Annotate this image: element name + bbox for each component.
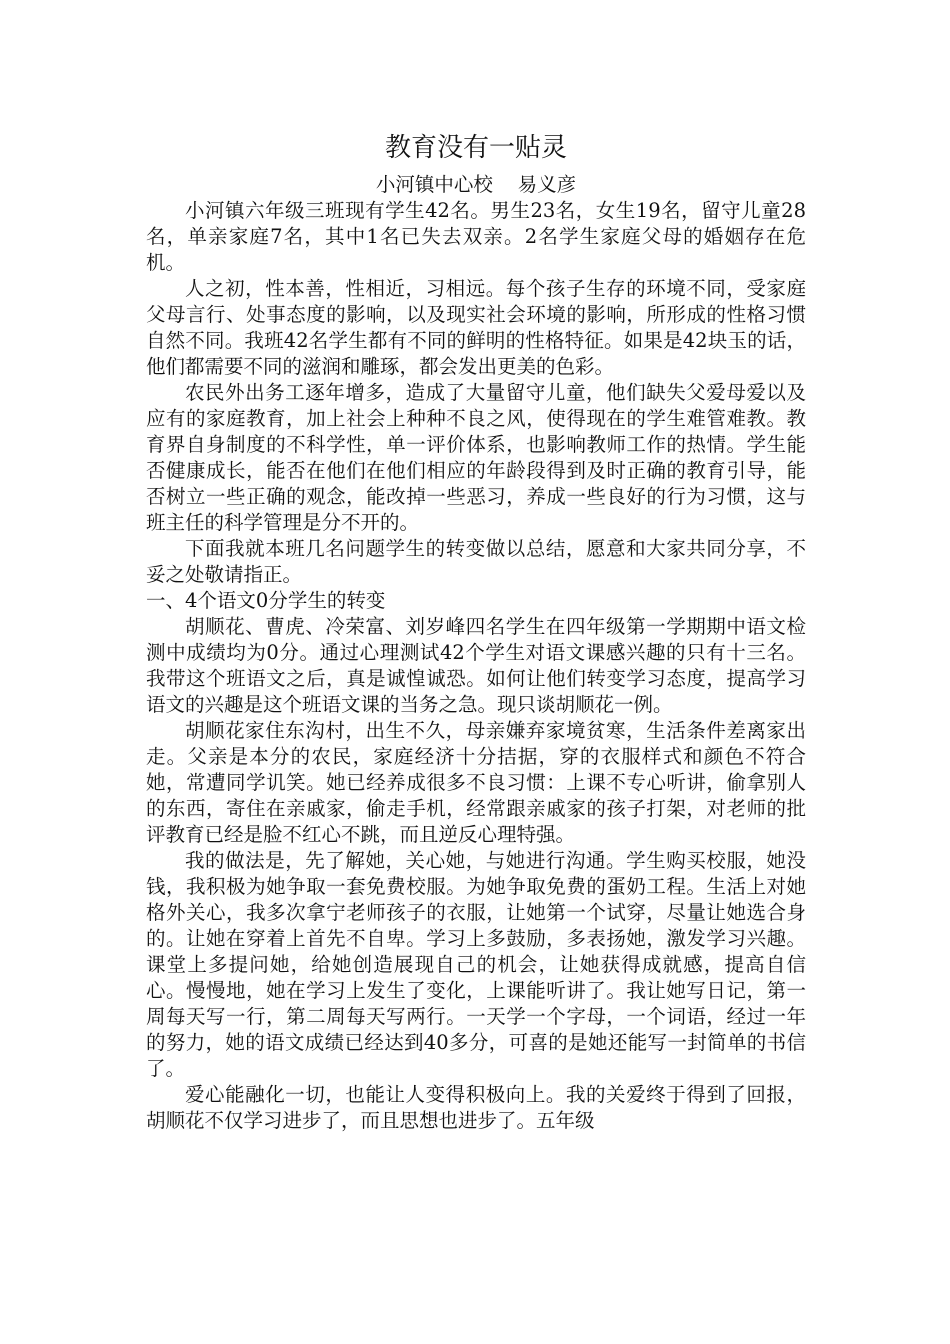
section-paragraph-1: 胡顺花、曹虎、冷荣富、刘岁峰四名学生在四年级第一学期期中语文检测中成绩均为0分。通过心理测试42个学生对语文课感兴趣的只有十三名。我带这个班语文之后，真是诚惶诚恐。如何让他们转变学习态度，提高学习语文的兴趣是这个班语文课的当务之急。现只谈胡顺花一例。 xyxy=(146,615,806,716)
document-page xyxy=(146,128,806,1134)
document-title: 教育没有一贴灵 xyxy=(384,133,567,163)
section-heading: 一、4个语文0分学生的转变 xyxy=(146,589,386,612)
paragraph-2: 人之初，性本善，性相近，习相远。每个孩子生存的环境不同，受家庭父母言行、处事态度的影响，以及现实社会环境的影响，所形成的性格习惯自然不同。我班42名学生都有不同的鲜明的性格特征。如果是42块玉的话，他们都需要不同的滋润和雕琢，都会发出更美的色彩。 xyxy=(146,277,806,378)
section-paragraph-3: 我的做法是，先了解她，关心她，与她进行沟通。学生购买校服，她没钱，我积极为她争取一套免费校服。为她争取免费的蛋奶工程。生活上对她格外关心，我多次拿宁老师孩子的衣服，让她第一个试穿，尽量让她选合身的。让她在穿着上首先不自卑。学习上多鼓励，多表扬她，激发学习兴趣。课堂上多提问她，给她创造展现自己的机会，让她获得成就感，提高自信心。慢慢地，她在学习上发生了变化，上课能听讲了。我让她写日记，第一周每天写一行，第二周每天写两行。一天学一个字母，一个词语，经过一年的努力，她的语文成绩已经达到40多分，可喜的是她还能写一封简单的书信了。 xyxy=(146,849,806,1080)
paragraph-3: 农民外出务工逐年增多，造成了大量留守儿童，他们缺失父爱母爱以及应有的家庭教育，加上社会上种种不良之风，使得现在的学生难管难教。教育界自身制度的不科学性，单一评价体系，也影响教师工作的热情。学生能否健康成长，能否在他们在他们相应的年龄段得到及时正确的教育引导，能否树立一些正确的观念，能改掉一些恶习，养成一些良好的行为习惯，这与班主任的科学管理是分不开的。 xyxy=(146,381,806,534)
paragraph-1: 小河镇六年级三班现有学生42名。男生23名，女生19名，留守儿童28名，单亲家庭7名，其中1名已失去双亲。2名学生家庭父母的婚姻存在危机。 xyxy=(146,199,806,274)
author-line: 小河镇中心校 易义彦 xyxy=(375,173,577,196)
paragraph-4: 下面我就本班几名问题学生的转变做以总结，愿意和大家共同分享，不妥之处敬请指正。 xyxy=(146,537,806,586)
section-paragraph-4: 爱心能融化一切，也能让人变得积极向上。我的关爱终于得到了回报，胡顺花不仅学习进步了，而且思想也进步了。五年级 xyxy=(146,1083,806,1132)
section-paragraph-2: 胡顺花家住东沟村，出生不久，母亲嫌弃家境贫寒，生活条件差离家出走。父亲是本分的农民，家庭经济十分拮据，穿的衣服样式和颜色不符合她，常遭同学讥笑。她已经养成很多不良习惯：上课不专心听讲，偷拿别人的东西，寄住在亲戚家，偷走手机，经常跟亲戚家的孩子打架，对老师的批评教育已经是脸不红心不跳，而且逆反心理特强。 xyxy=(146,719,806,846)
